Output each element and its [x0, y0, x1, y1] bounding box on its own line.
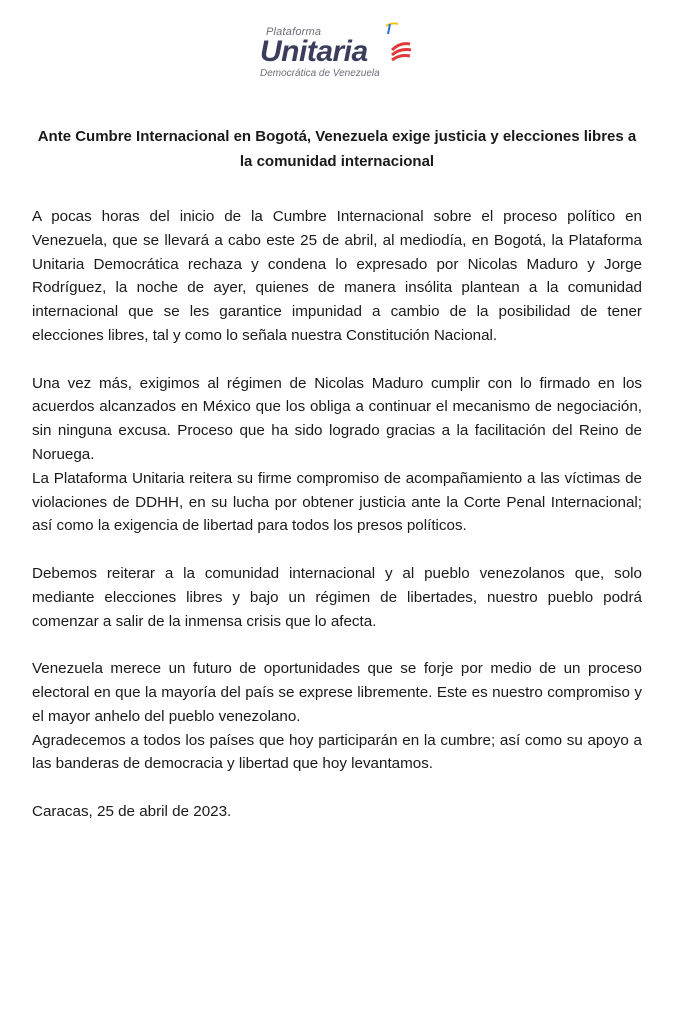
paragraph-2: Una vez más, exigimos al régimen de Nicolas Maduro cumplir con lo firmado en los acuerdos alcanzados en México que los obliga a continuar el mecanismo de negociación, sin ninguna excusa. Proceso que ha sido logrado gracias a la facilitación del Reino de Noruega. [32, 374, 642, 463]
logo-main-text: Unitaria [260, 35, 368, 68]
document-title: Ante Cumbre Internacional en Bogotá, Venezuela exige justicia y elecciones libres a la comunidad internacional [37, 128, 637, 170]
paragraph-5: Venezuela merece un futuro de oportunidades que se forje por medio de un proceso electoral en que la mayoría del país se exprese libremente. Este es nuestro compromiso y el mayor anhelo del pueblo venezolano. [32, 660, 642, 725]
document-body [32, 205, 642, 824]
closing-line: Caracas, 25 de abril de 2023. [32, 802, 232, 820]
organization-logo [258, 20, 418, 82]
paragraph-3: La Plataforma Unitaria reitera su firme compromiso de acompañamiento a las víctimas de violaciones de DDHH, en su lucha por obtener justicia ante la Corte Penal Internacional; así como la exigencia de libertad para todos los presos políticos. [32, 469, 642, 535]
paragraph-6: Agradecemos a todos los países que hoy participarán en la cumbre; así como su apoyo a las banderas de democracia y libertad que hoy levantamos. [32, 731, 642, 773]
flag-stripes-icon [384, 20, 414, 66]
logo-top-text: Plataforma [266, 26, 322, 38]
paragraph-1: A pocas horas del inicio de la Cumbre Internacional sobre el proceso político en Venezuela, que se llevará a cabo este 25 de abril, al mediodía, en Bogotá, la Plataforma Unitaria Democrática rechaza y condena lo expresado por Nicolas Maduro y Jorge Rodríguez, la noche de ayer, quienes de manera insólita plantean a la comunidad internacional que se les garantice impunidad a cambio de la posibilidad de tener elecciones libres, tal y como lo señala nuestra Constitución Nacional. [32, 208, 642, 344]
logo-sub-text: Democrática de Venezuela [260, 68, 380, 79]
paragraph-4: Debemos reiterar a la comunidad internacional y al pueblo venezolanos que, solo mediante elecciones libres y bajo un régimen de libertades, nuestro pueblo podrá comenzar a salir de la inmensa crisis que lo afecta. [32, 564, 642, 630]
